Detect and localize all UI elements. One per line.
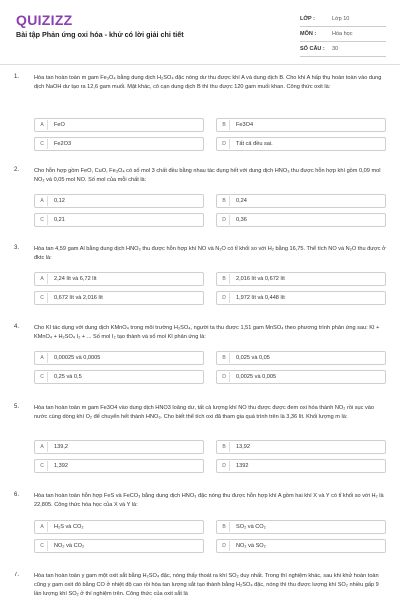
option-d[interactable]: [216, 137, 386, 151]
question-number: 2.: [14, 167, 20, 173]
option-d[interactable]: [216, 370, 386, 384]
option-a[interactable]: [34, 194, 204, 208]
question-number: 5.: [14, 404, 20, 410]
meta-key: SỐ CÂU :: [300, 46, 325, 52]
option-a[interactable]: [34, 351, 204, 365]
question-number: 7.: [14, 572, 20, 578]
option-letter: B: [219, 196, 230, 206]
option-letter: B: [219, 522, 230, 532]
question-number: 6.: [14, 492, 20, 498]
option-c[interactable]: [34, 291, 204, 305]
question-text: Cho KI tác dụng với dung dịch KMnO₄ trong môi trường H₂SO₄, người ta thu được 1,51 gam MnSO₄ theo phương trình phản ứng sau: KI + KMnO₄ + H₂SO₄ I₂ + ... Số mol I₂ tạo thành và số mol KI phản ứng là:: [34, 325, 380, 340]
option-letter: A: [37, 522, 48, 532]
option-text: 0,12: [54, 198, 65, 204]
meta-row-class: [300, 12, 386, 27]
option-letter: B: [219, 353, 230, 363]
meta-key: MÔN :: [300, 31, 317, 37]
option-a[interactable]: [34, 118, 204, 132]
option-text: 1,972 lít và 0,448 lít: [236, 295, 285, 301]
option-b[interactable]: [216, 194, 386, 208]
option-letter: D: [219, 541, 230, 551]
option-letter: C: [37, 293, 48, 303]
option-d[interactable]: [216, 291, 386, 305]
question-number: 3.: [14, 245, 20, 251]
option-text: Fe2O3: [54, 141, 72, 147]
option-text: 0,00025 và 0,0005: [54, 355, 101, 361]
header: [0, 0, 400, 62]
option-text: SO₂ và CO₂: [236, 524, 266, 530]
option-text: 0,672 lít và 2,016 lít: [54, 295, 103, 301]
option-letter: C: [37, 372, 48, 382]
option-text: 139,2: [54, 444, 68, 450]
question-text: Hòa tan hoàn toàn m gam Fe3O4 vào dung dịch HNO3 loãng dư, tất cả lượng khí NO thu được được đem oxi hóa thành NO₂ rồi sục vào nước cùng dòng khí O₂ để chuyển hết thành HNO₃. Cho biết thể tích oxi đã tham gia quá trình trên là 3,36 lít. Khối lượng m là:: [34, 405, 375, 420]
question-number: 1.: [14, 74, 20, 80]
quizizz-logo[interactable]: QUIZIZZ: [16, 12, 73, 28]
option-letter: A: [37, 274, 48, 284]
option-letter: D: [219, 461, 230, 471]
option-c[interactable]: [34, 137, 204, 151]
option-text: 1,392: [54, 463, 68, 469]
option-text: 0,025 và 0,05: [236, 355, 270, 361]
option-d[interactable]: [216, 213, 386, 227]
meta-value: Lớp 10: [332, 16, 350, 22]
option-c[interactable]: [34, 459, 204, 473]
option-text: 13,92: [236, 444, 250, 450]
option-c[interactable]: [34, 370, 204, 384]
option-b[interactable]: [216, 272, 386, 286]
document-title: Bài tập Phản ứng oxi hóa - khử có lời giải chi tiết: [16, 30, 184, 39]
question-7: [14, 572, 386, 600]
option-letter: C: [37, 139, 48, 149]
meta-value: 30: [332, 46, 339, 52]
option-text: 1392: [236, 463, 249, 469]
option-text: 0,24: [236, 198, 247, 204]
header-divider: [0, 64, 400, 65]
meta-key: LỚP :: [300, 16, 315, 22]
meta-row-subject: [300, 27, 386, 42]
option-b[interactable]: [216, 118, 386, 132]
option-text: 0,36: [236, 217, 247, 223]
option-letter: A: [37, 196, 48, 206]
option-d[interactable]: [216, 459, 386, 473]
option-letter: C: [37, 215, 48, 225]
option-letter: A: [37, 120, 48, 130]
option-letter: B: [219, 274, 230, 284]
question-text: Hòa tan hoàn toàn y gam một oxit sắt bằng H₂SO₄ đặc, nóng thấy thoát ra khí SO₂ duy nhất. Trong thí nghiệm khác, sau khi khử hoàn toàn cũng y gam oxit đó bằng CO ở nhiệt độ cao rồi hòa tan lượng sắt tạo thành bằng H₂SO₄ đặc, nóng thì thu được lượng khí SO₂ nhiều gấp 9 lần lượng khí SO₂ ở thí nghiệm trên. Công thức của oxit sắt là: [34, 573, 379, 597]
option-a[interactable]: [34, 440, 204, 454]
option-text: NO₂ và CO₂: [54, 543, 85, 549]
question-text: Hòa tan hoàn toàn m gam Fe₃O₄ bằng dung dịch H₂SO₄ đặc nóng dư thu được khí A và dung dịch B. Cho khí A hấp thụ hoàn toàn vào dung dịch NaOH dư tạo ra 12,6 gam muối. Mặt khác, cô cạn dung dịch B thì thu được 120 gam muối khan. Công thức oxit là:: [34, 75, 382, 90]
question-text: Cho hỗn hợp gồm FeO, CuO, Fe₃O₄ có số mol 3 chất đều bằng nhau tác dụng hết với dung dịch HNO₃ thu được hỗn hợp khí gồm 0,09 mol NO₂ và 0,05 mol NO. Số mol của mỗi chất là:: [34, 168, 381, 183]
option-text: 2,016 lít và 0,672 lít: [236, 276, 285, 282]
option-d[interactable]: [216, 539, 386, 553]
option-letter: D: [219, 293, 230, 303]
option-b[interactable]: [216, 440, 386, 454]
option-letter: A: [37, 353, 48, 363]
option-text: 0,0025 và 0,005: [236, 374, 277, 380]
meta-row-count: [300, 42, 386, 57]
option-text: 2,24 lít và 6,72 lít: [54, 276, 97, 282]
option-letter: C: [37, 541, 48, 551]
question-number: 4.: [14, 324, 20, 330]
option-b[interactable]: [216, 520, 386, 534]
option-text: 0,25 và 0,5: [54, 374, 82, 380]
option-c[interactable]: [34, 213, 204, 227]
option-letter: B: [219, 120, 230, 130]
option-letter: D: [219, 139, 230, 149]
question-text: Hòa tan hoàn toàn hỗn hợp FeS và FeCO₃ bằng dung dịch HNO₃ đặc nóng thu được hỗn hợp khí A gồm hai khí X và Y có tỉ khối so với H₂ là 22,805. Công thức hóa học của X và Y là:: [34, 493, 384, 508]
question-text: Hòa tan 4,59 gam Al bằng dung dịch HNO₃ thu được hỗn hợp khí NO và N₂O có tỉ khối so với H₂ bằng 16,75. Thể tích NO và N₂O thu được ở đktc là:: [34, 246, 386, 261]
option-letter: A: [37, 442, 48, 452]
meta-table: [300, 12, 386, 57]
option-text: NO₂ và SO₂: [236, 543, 266, 549]
option-c[interactable]: [34, 539, 204, 553]
option-letter: D: [219, 215, 230, 225]
option-text: FeO: [54, 122, 65, 128]
option-letter: C: [37, 461, 48, 471]
meta-value: Hóa học: [332, 31, 353, 37]
option-letter: B: [219, 442, 230, 452]
option-letter: D: [219, 372, 230, 382]
option-a[interactable]: [34, 272, 204, 286]
option-text: 0,21: [54, 217, 65, 223]
option-a[interactable]: [34, 520, 204, 534]
option-b[interactable]: [216, 351, 386, 365]
option-text: H₂S và CO₂: [54, 524, 84, 530]
option-text: Tất cả đều sai.: [236, 141, 273, 147]
option-text: Fe3O4: [236, 122, 254, 128]
